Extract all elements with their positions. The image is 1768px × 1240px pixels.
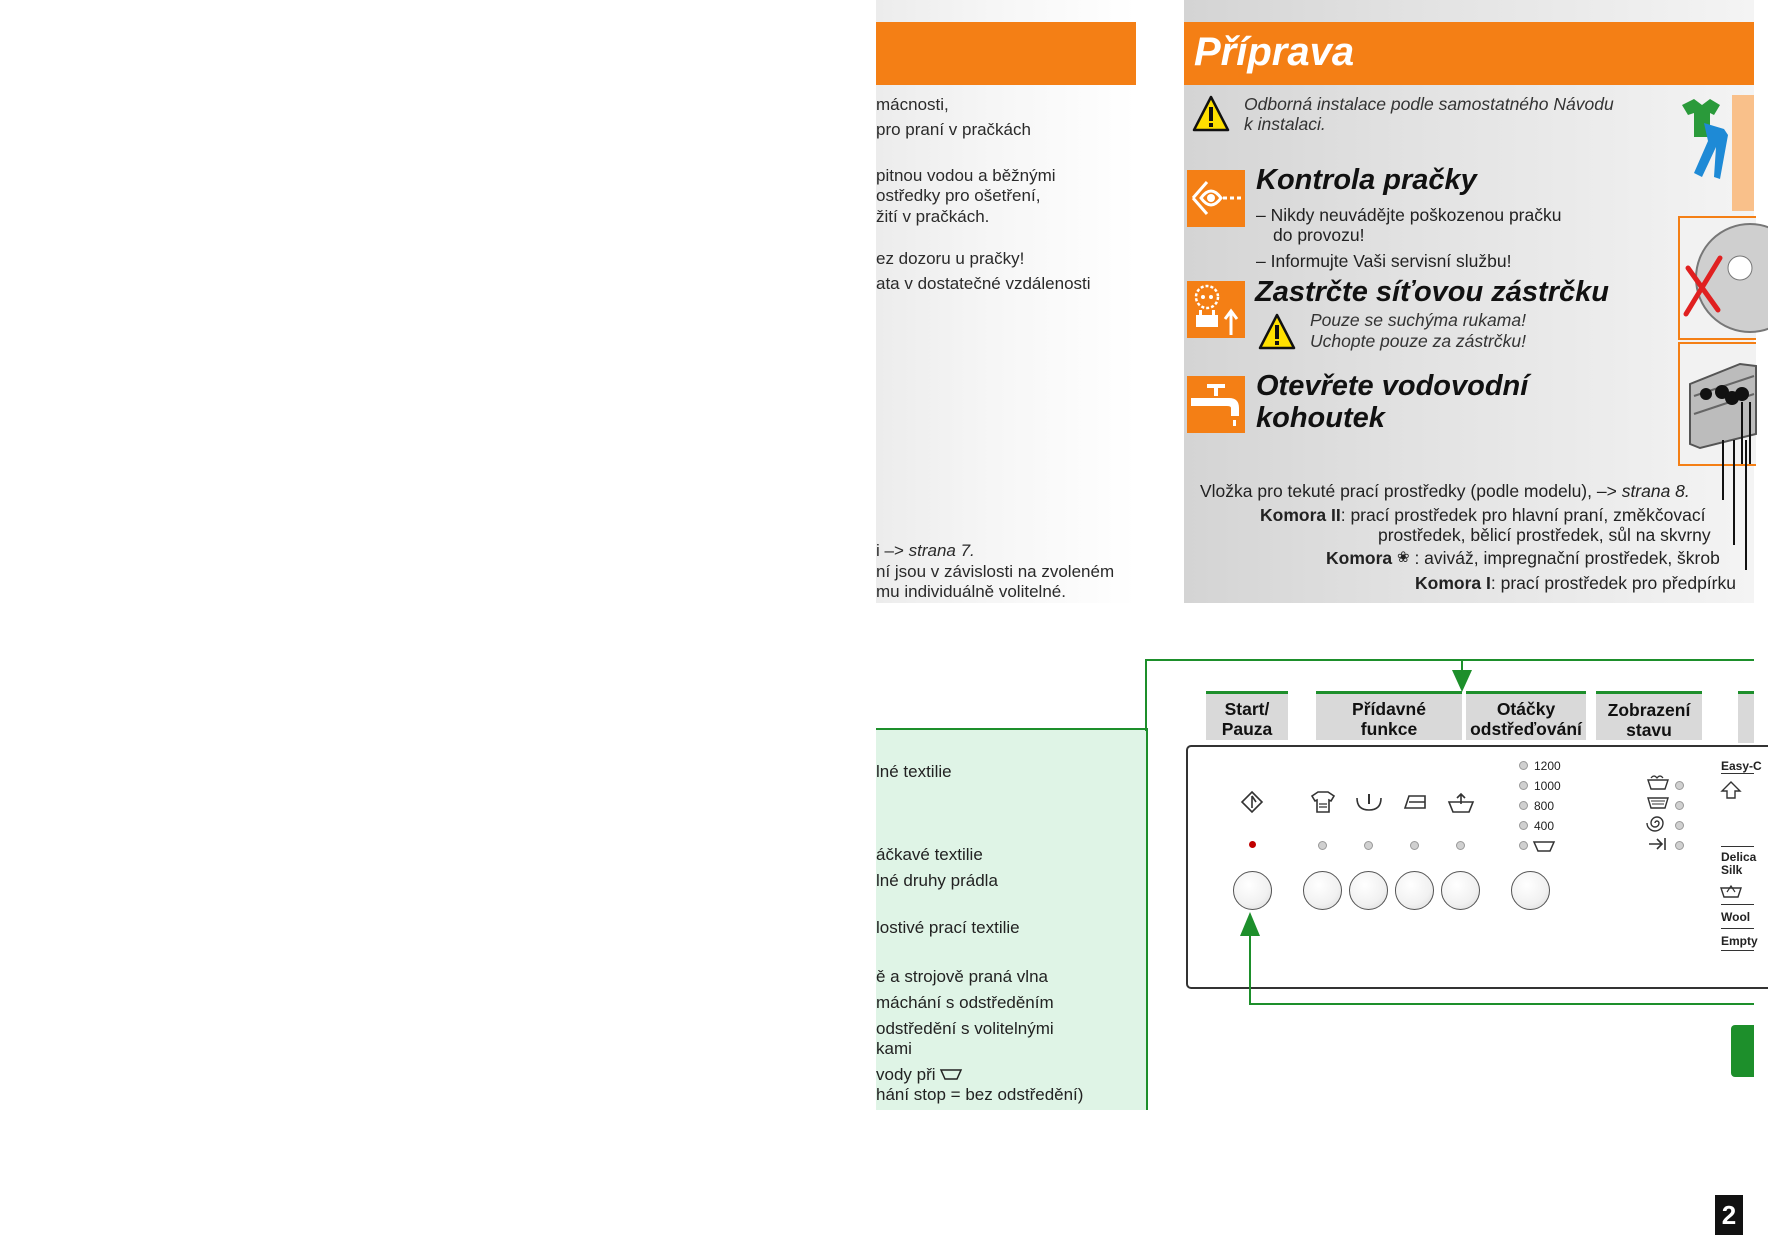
tap-heading: kohoutek <box>1256 402 1385 434</box>
chamber-softener-text: : aviváž, impregnační prostředek, škrob <box>1409 548 1720 568</box>
left-text-line: žití v pračkách. <box>876 207 990 226</box>
softener-flower-icon: ❀ <box>1397 549 1410 566</box>
chamber-1-line <box>1415 573 1736 593</box>
program-label-delicates: Delica <box>1721 850 1757 864</box>
plug-note: Uchopte pouze za zástrčku! <box>1310 331 1526 351</box>
start-indicator-led <box>1249 841 1256 848</box>
left-text-line: ní jsou v závislosti na zvoleném <box>876 562 1115 581</box>
spin-led <box>1519 781 1528 790</box>
divider <box>1721 904 1754 905</box>
extra-function-shirt-button[interactable] <box>1303 871 1342 910</box>
tab-start-pause <box>1206 691 1288 740</box>
connector-line <box>1145 659 1147 731</box>
program-label-silk: Silk <box>1721 863 1743 877</box>
spin-led <box>1519 841 1528 850</box>
tab-label: Start/ <box>1224 699 1270 719</box>
install-note-line: Odborná instalace podle samostatného Návodu <box>1244 94 1614 114</box>
drain-tub-icon <box>940 1068 962 1080</box>
spin-led <box>1519 761 1528 770</box>
plug-heading: Zastrčte síťovou zástrčku <box>1255 276 1609 308</box>
extra-function-water-button[interactable] <box>1349 871 1388 910</box>
program-label-wool: Wool <box>1721 910 1751 924</box>
plug-icon <box>1187 281 1245 338</box>
indicator-led <box>1456 841 1465 850</box>
connector-line <box>1249 934 1251 1005</box>
spin-value-label: 1000 <box>1534 779 1561 793</box>
program-item: odstředění s volitelnými <box>876 1019 1054 1038</box>
left-text-line: pro praní v pračkách <box>876 120 1031 139</box>
program-item: máchání s odstředěním <box>876 993 1054 1012</box>
inspect-eye-icon <box>1187 170 1245 227</box>
tab-label: Zobrazení <box>1607 700 1691 720</box>
drawer-insert-text: Vložka pro tekuté prací prostředky (podle modelu), –> <box>1200 481 1622 501</box>
tab-label: stavu <box>1626 720 1672 740</box>
program-item-text: vody při <box>876 1065 941 1084</box>
tab-status-display <box>1596 691 1702 740</box>
easy-iron-icon <box>1401 790 1429 814</box>
leader-line <box>1733 440 1735 545</box>
warning-icon <box>1258 313 1296 351</box>
divider <box>1721 846 1754 847</box>
status-led <box>1675 801 1684 810</box>
chamber-2-line <box>1260 505 1705 525</box>
status-wash-icon <box>1647 774 1669 790</box>
program-item: ě a strojově praná vlna <box>876 967 1048 986</box>
program-item: lostivé prací textilie <box>876 918 1020 937</box>
spin-speed-button[interactable] <box>1511 871 1550 910</box>
chamber-softener-line <box>1326 548 1720 568</box>
spin-value-label: 1200 <box>1534 759 1561 773</box>
shirt-icon <box>1310 790 1336 814</box>
program-item: áčkavé textilie <box>876 845 983 864</box>
status-led <box>1675 821 1684 830</box>
chamber-2-text: : prací prostředek pro hlavní praní, změkčovací <box>1340 505 1706 525</box>
check-item: do provozu! <box>1273 225 1365 245</box>
left-orange-header <box>876 22 1136 85</box>
indicator-led <box>1318 841 1327 850</box>
program-item: hání stop = bez odstředění) <box>876 1085 1084 1104</box>
page-reference: strana 8. <box>1621 481 1690 501</box>
plug-note: Pouze se suchýma rukama! <box>1310 310 1526 330</box>
indicator-led <box>1410 841 1419 850</box>
delicates-wash-icon <box>1720 882 1742 898</box>
connector-line <box>1145 659 1754 661</box>
status-spin-icon <box>1648 814 1666 832</box>
chamber-1-label: Komora I <box>1415 573 1491 593</box>
extra-function-prewash-button[interactable] <box>1441 871 1480 910</box>
left-gray-panel <box>876 0 1136 603</box>
connector-line <box>1249 1003 1754 1005</box>
page-number: 2 <box>1715 1195 1743 1235</box>
spin-led <box>1519 801 1528 810</box>
program-item <box>876 1065 962 1085</box>
program-label-easy-care: Easy-C <box>1721 759 1762 773</box>
drawer-insert-note <box>1200 481 1690 501</box>
start-pause-button[interactable] <box>1233 871 1272 910</box>
left-text-fragment: i –> <box>876 541 909 560</box>
left-text-line: mu individuálně volitelné. <box>876 582 1066 601</box>
warning-icon <box>1192 95 1230 133</box>
program-item: lné textilie <box>876 762 952 781</box>
left-text-line: pitnou vodou a běžnými <box>876 166 1056 185</box>
tab-program-selector <box>1738 691 1754 743</box>
tab-extra-functions <box>1316 691 1462 740</box>
indicator-led <box>1364 841 1373 850</box>
chamber-2-label: Komora II <box>1260 505 1341 525</box>
check-item: – Informujte Vaši servisní službu! <box>1256 251 1512 271</box>
divider <box>1721 928 1754 929</box>
extra-water-icon <box>1355 790 1383 814</box>
left-text-line: mácnosti, <box>876 95 949 114</box>
status-led <box>1675 841 1684 850</box>
divider <box>1721 950 1754 951</box>
page-reference: strana 7. <box>908 541 975 560</box>
tap-heading: Otevřete vodovodní <box>1256 370 1529 402</box>
divider <box>1721 773 1754 774</box>
easy-care-icon <box>1720 780 1742 800</box>
chamber-softener-label: Komora <box>1326 548 1393 568</box>
status-rinse-icon <box>1647 795 1669 809</box>
program-item: lné druhy prádla <box>876 871 998 890</box>
spin-value-label: 800 <box>1534 799 1555 813</box>
start-pause-icon <box>1240 790 1264 814</box>
chamber-1-text: : prací prostředek pro předpírku <box>1490 573 1736 593</box>
program-label-empty: Empty <box>1721 934 1758 948</box>
tab-label: funkce <box>1360 719 1418 739</box>
no-objects-drum-icon <box>1678 216 1756 340</box>
status-led <box>1675 781 1684 790</box>
check-heading: Kontrola pračky <box>1256 164 1477 196</box>
spin-value-label: 400 <box>1534 819 1555 833</box>
tab-label: Přídavné <box>1352 699 1426 719</box>
install-note-line: k instalaci. <box>1244 114 1326 134</box>
spin-led <box>1519 821 1528 830</box>
prewash-icon <box>1447 790 1475 814</box>
left-text-line: ata v dostatečné vzdálenosti <box>876 274 1091 293</box>
rinse-hold-icon <box>1533 840 1555 852</box>
chamber-2-line: prostředek, bělicí prostředek, sůl na skvrny <box>1378 525 1711 545</box>
tab-label: Otáčky <box>1496 699 1556 719</box>
info-green-marker <box>1731 1025 1754 1077</box>
tab-label: Pauza <box>1221 719 1273 739</box>
tab-label: odstřeďování <box>1470 719 1582 739</box>
leader-line <box>1722 440 1724 500</box>
left-text-line <box>876 541 975 561</box>
leader-line <box>1745 440 1747 570</box>
check-item: – Nikdy neuvádějte poškozenou pračku <box>1256 205 1562 225</box>
tab-spin-speed <box>1466 691 1586 740</box>
left-text-line: ostředky pro ošetření, <box>876 186 1041 205</box>
water-tap-icon <box>1187 376 1245 433</box>
arrow-up-icon <box>1240 912 1260 936</box>
arrow-down-icon <box>1452 670 1472 692</box>
program-item: kami <box>876 1039 912 1058</box>
page-title: Příprava <box>1194 30 1355 74</box>
extra-function-iron-button[interactable] <box>1395 871 1434 910</box>
left-text-line: ez dozoru u pračky! <box>876 249 1025 268</box>
laundry-clothes-icon <box>1680 95 1754 185</box>
status-end-icon <box>1648 836 1668 852</box>
